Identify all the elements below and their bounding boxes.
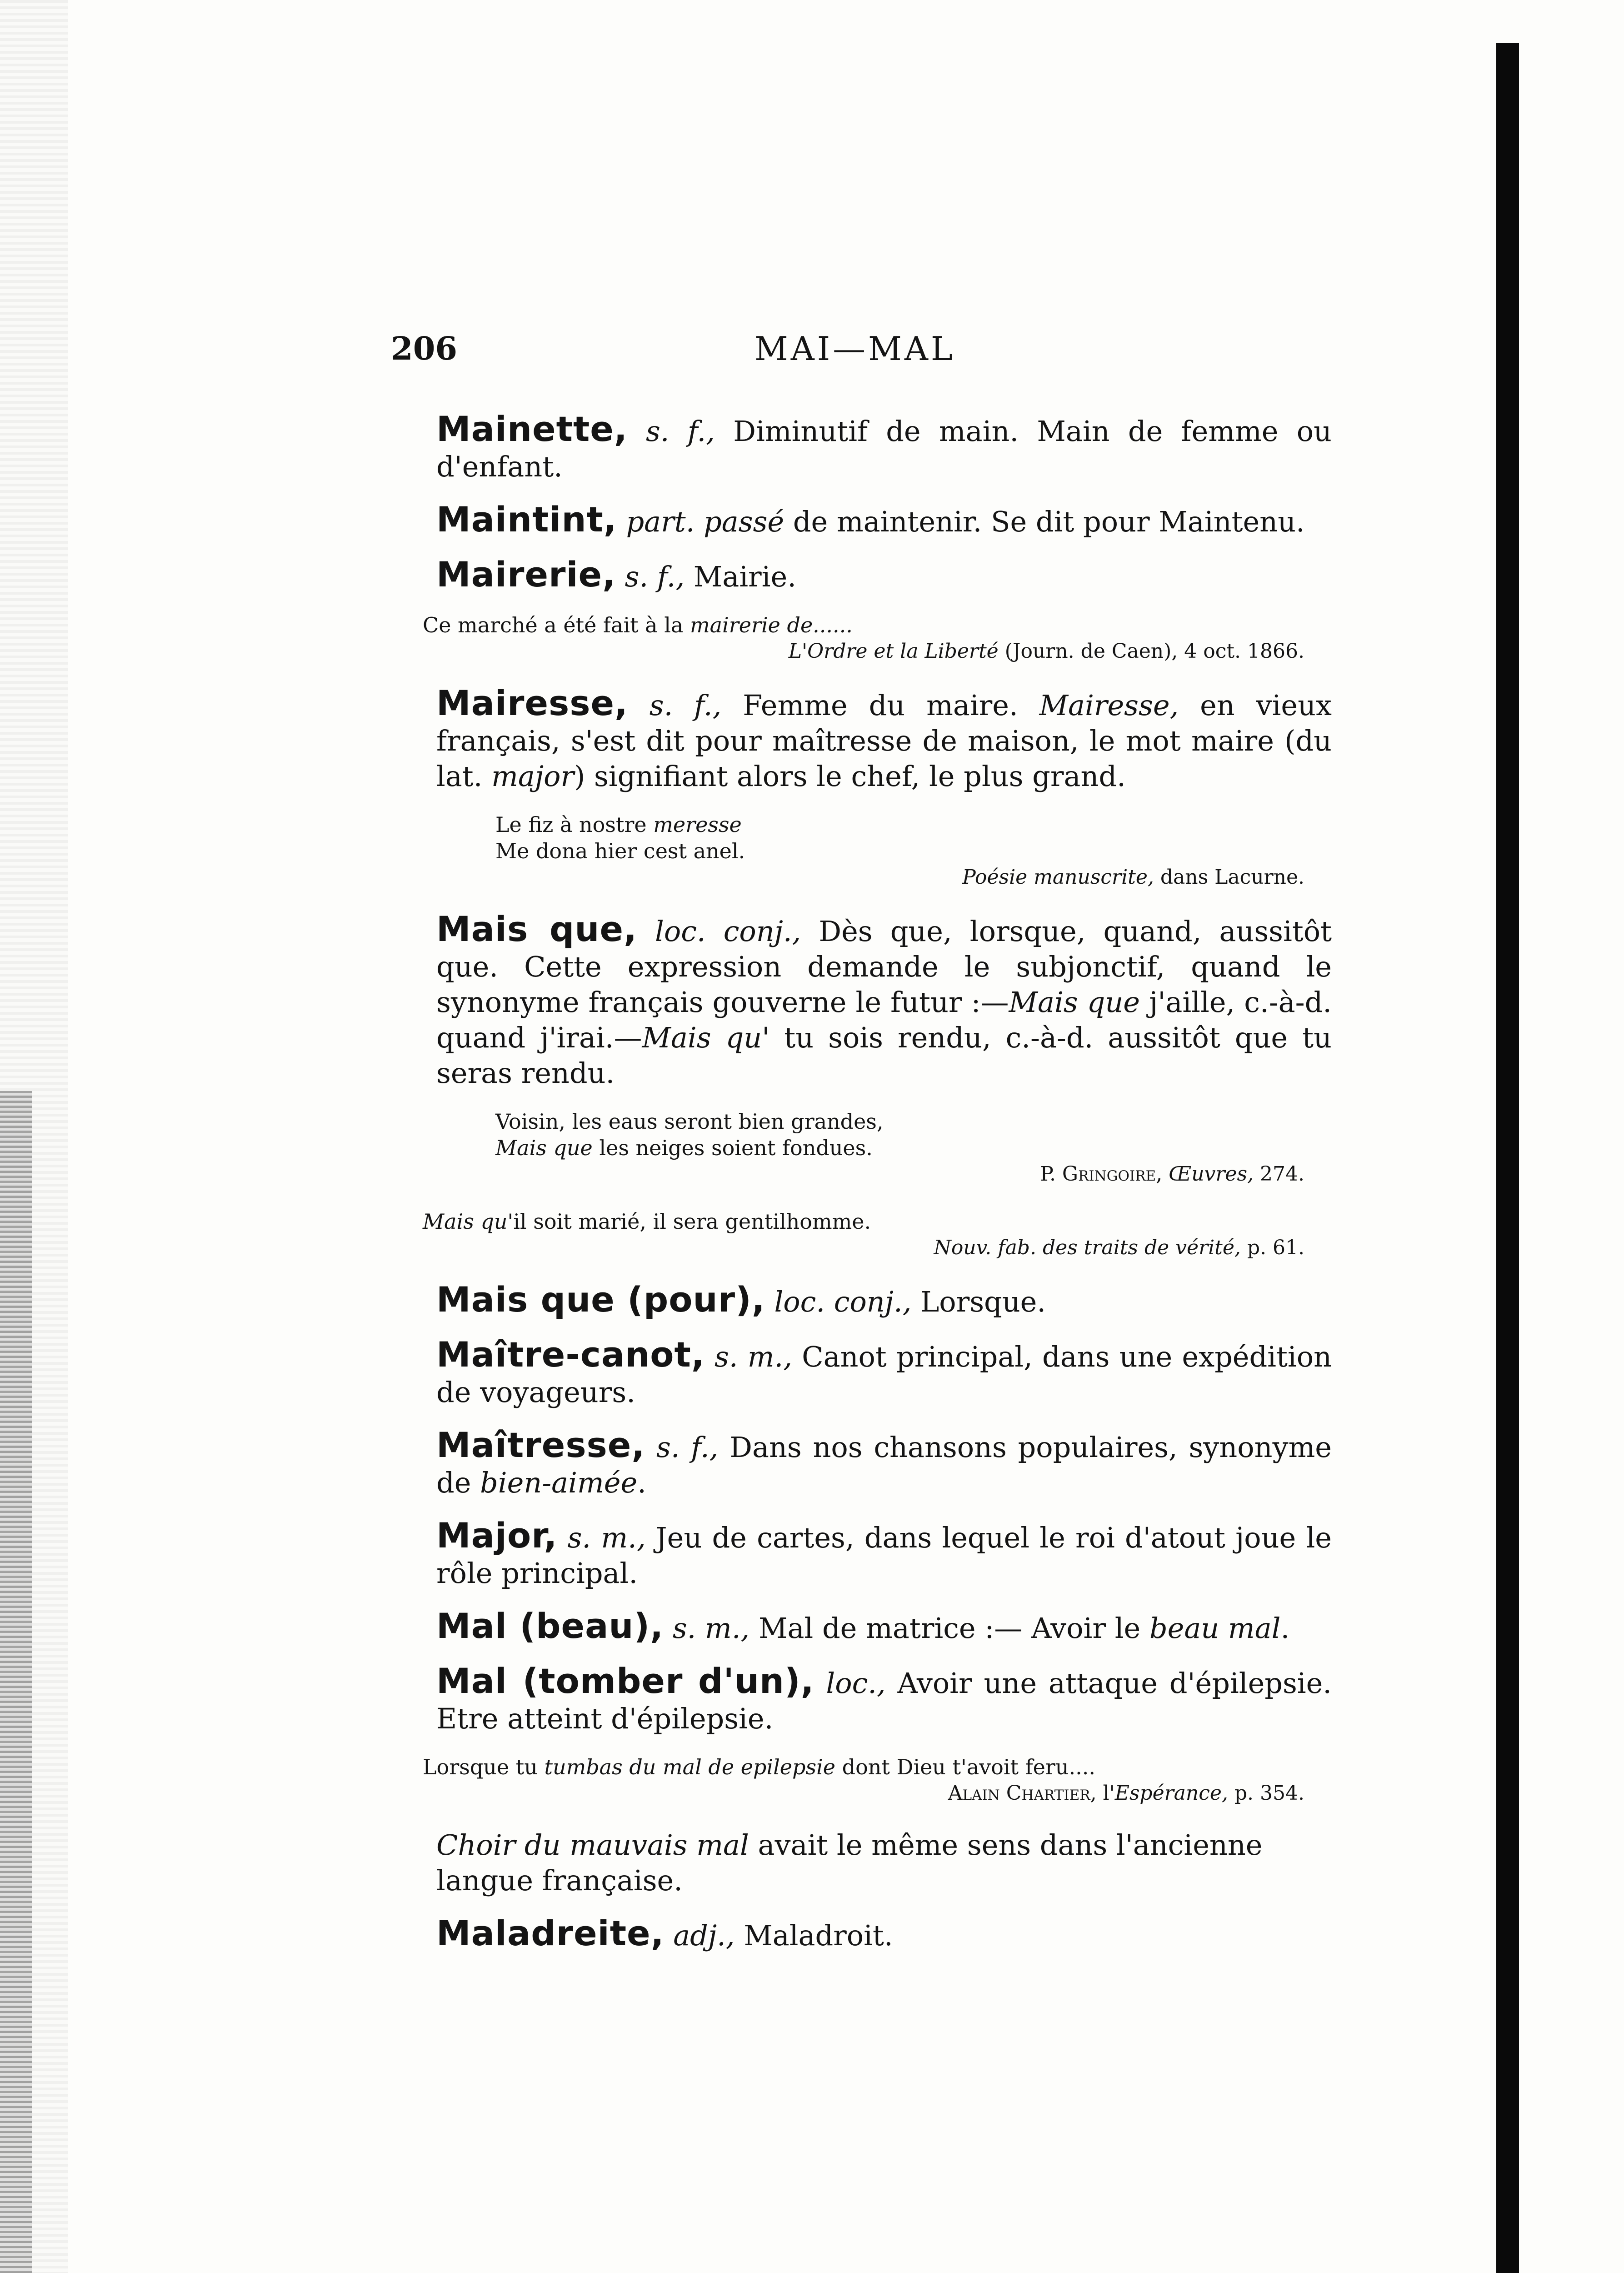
quote-mairesse — [405, 811, 1332, 891]
note-italic: Choir du mauvais mal — [436, 1828, 749, 1862]
entry-major — [405, 1515, 1332, 1591]
quote-source — [405, 1235, 1332, 1261]
headword: Mal (beau), — [436, 1606, 664, 1646]
source-rest: (Journ. de Caen), 4 oct. 1866. — [998, 640, 1304, 663]
quote-line — [405, 1208, 1332, 1235]
quote-line — [405, 1754, 1332, 1780]
quote-italic: meresse — [653, 812, 742, 837]
entry-maitresse — [405, 1427, 1332, 1501]
source-rest: l' — [1096, 1782, 1115, 1805]
quote-line — [405, 811, 1332, 838]
quote-text: Ce marché a été fait à la — [423, 613, 690, 637]
definition: de maintenir. Se dit pour Maintenu. — [784, 505, 1305, 538]
page-header — [391, 330, 1332, 380]
definition: Dès que, lorsque, quand, aussitôt que. Cette expression demande le subjonctif, quand le synonyme français gouverne le futur :— — [436, 915, 1332, 1019]
quote-mairerie — [405, 612, 1332, 665]
source-rest: p. 354. — [1228, 1782, 1304, 1805]
definition: Canot principal, dans une expédition de voyageurs. — [436, 1340, 1332, 1409]
grammar: loc., — [826, 1667, 886, 1700]
grammar: adj., — [673, 1919, 735, 1952]
grammar: s. m., — [567, 1521, 646, 1554]
quote-line — [405, 612, 1332, 638]
quote-text: il soit marié, il sera gentilhomme. — [513, 1209, 871, 1234]
quote-nouv-fab — [405, 1208, 1332, 1261]
grammar: loc. conj., — [655, 915, 801, 948]
source-rest: 274. — [1254, 1162, 1304, 1186]
grammar: s. f., — [645, 415, 715, 448]
quote-text: dont Dieu t'avoit feru.... — [835, 1755, 1095, 1779]
running-title: MAI—MAL — [755, 330, 955, 368]
entry-mairesse — [405, 683, 1332, 794]
entry-mainette — [405, 411, 1332, 485]
source-rest: p. 61. — [1240, 1236, 1304, 1259]
quote-line: Me dona hier cest anel. — [495, 839, 745, 863]
headword: Mais que, — [436, 909, 637, 949]
quote-source — [405, 864, 1332, 891]
quote-italic: Mais qu' — [423, 1209, 514, 1234]
headword: Mais que (pour), — [436, 1279, 765, 1320]
scan-right-edge-bar — [1496, 43, 1519, 2273]
source-title: Espérance, — [1114, 1782, 1228, 1805]
entry-mais-que-pour — [405, 1279, 1332, 1320]
quote-text: Lorsque tu — [423, 1755, 545, 1779]
headword: Maladreite, — [436, 1913, 665, 1953]
page-number: 206 — [391, 330, 458, 367]
definition: Maladroit. — [735, 1919, 893, 1952]
quote-gringoire — [405, 1108, 1332, 1187]
grammar: s. m., — [672, 1612, 750, 1645]
source-title: Œuvres, — [1162, 1162, 1254, 1186]
entry-maitre-canot — [405, 1334, 1332, 1410]
headword: Mairesse, — [436, 683, 628, 723]
entry-mal-beau — [405, 1608, 1332, 1646]
quote-text: Le fiz à nostre — [495, 812, 654, 837]
entry-mais-que — [405, 911, 1332, 1091]
definition-italic: Mais que — [1009, 986, 1140, 1019]
definition-italic: bien-aimée — [480, 1466, 638, 1499]
source-title: Nouv. fab. des traits de vérité, — [934, 1236, 1241, 1259]
entry-maladreite — [405, 1913, 1332, 1953]
quote-italic: Mais que — [495, 1136, 593, 1160]
definition: . — [1280, 1612, 1290, 1645]
definition: ) signifiant alors le chef, le plus grand. — [574, 760, 1126, 793]
grammar: s. f., — [649, 689, 722, 722]
dictionary-content — [405, 411, 1332, 1971]
definition-italic: major — [491, 760, 575, 793]
source-title: L'Ordre et la Liberté — [788, 640, 999, 663]
definition: Mairie. — [685, 560, 796, 593]
grammar: s. m., — [714, 1340, 792, 1373]
headword: Mainette, — [436, 409, 628, 449]
quote-line — [405, 1135, 1332, 1161]
entry-mairerie — [405, 554, 1332, 595]
entry-mal-tomber — [405, 1663, 1332, 1737]
quote-italic: tumbas du mal de epilepsie — [544, 1755, 835, 1779]
note-text: avait le même sens dans l'ancienne langue française. — [436, 1828, 1263, 1897]
definition: Dans nos chansons populaires, synonyme de — [436, 1431, 1332, 1499]
page-text — [391, 0, 1332, 2273]
source-title: Poésie manuscrite, — [962, 866, 1154, 889]
source-rest: dans Lacurne. — [1154, 866, 1304, 889]
definition: . — [637, 1466, 646, 1499]
definition: j'aille, c.-à-d. quand j'irai.— — [436, 986, 1332, 1054]
grammar: loc. conj., — [774, 1285, 912, 1318]
definition: Avoir une attaque d'épilepsie. Etre atteint d'épilepsie. — [436, 1667, 1332, 1735]
definition: tu sois rendu, c.-à-d. aussitôt que tu seras rendu. — [436, 1021, 1332, 1090]
headword: Maintint, — [436, 499, 617, 540]
headword: Maîtresse, — [436, 1425, 645, 1465]
definition: Mal de matrice :— Avoir le — [750, 1612, 1149, 1645]
definition-italic: Mairesse, — [1039, 689, 1179, 722]
quote-source — [405, 638, 1332, 665]
quote-text: les neiges soient fondues. — [592, 1136, 873, 1160]
headword: Maître-canot, — [436, 1334, 705, 1375]
definition: en vieux français, s'est dit pour maîtresse de maison, le mot maire (du lat. — [436, 689, 1332, 793]
source-author: Alain Chartier, — [948, 1782, 1097, 1805]
definition-italic: beau mal — [1149, 1612, 1281, 1645]
definition: Jeu de cartes, dans lequel le roi d'atout joue le rôle principal. — [436, 1521, 1332, 1590]
note-choir — [405, 1827, 1332, 1898]
source-author: P. Gringoire, — [1040, 1162, 1163, 1186]
grammar: part. passé — [626, 505, 785, 538]
definition: Diminutif de main. Main de femme ou d'enfant. — [436, 415, 1332, 483]
scan-binding-shadow — [0, 1091, 32, 2273]
quote-source — [405, 1161, 1332, 1187]
grammar: s. f., — [656, 1431, 719, 1464]
quote-chartier — [405, 1754, 1332, 1807]
definition: Lorsque. — [911, 1285, 1046, 1318]
definition: Femme du maire. — [721, 689, 1039, 722]
quote-italic: mairerie de...... — [690, 613, 853, 637]
definition-italic: Mais qu' — [642, 1021, 770, 1054]
quote-line: Voisin, les eaus seront bien grandes, — [495, 1109, 884, 1134]
quote-source — [405, 1780, 1332, 1807]
headword: Major, — [436, 1515, 558, 1556]
headword: Mal (tomber d'un), — [436, 1661, 814, 1701]
grammar: s. f., — [625, 560, 685, 593]
headword: Mairerie, — [436, 554, 616, 595]
entry-maintint — [405, 499, 1332, 540]
